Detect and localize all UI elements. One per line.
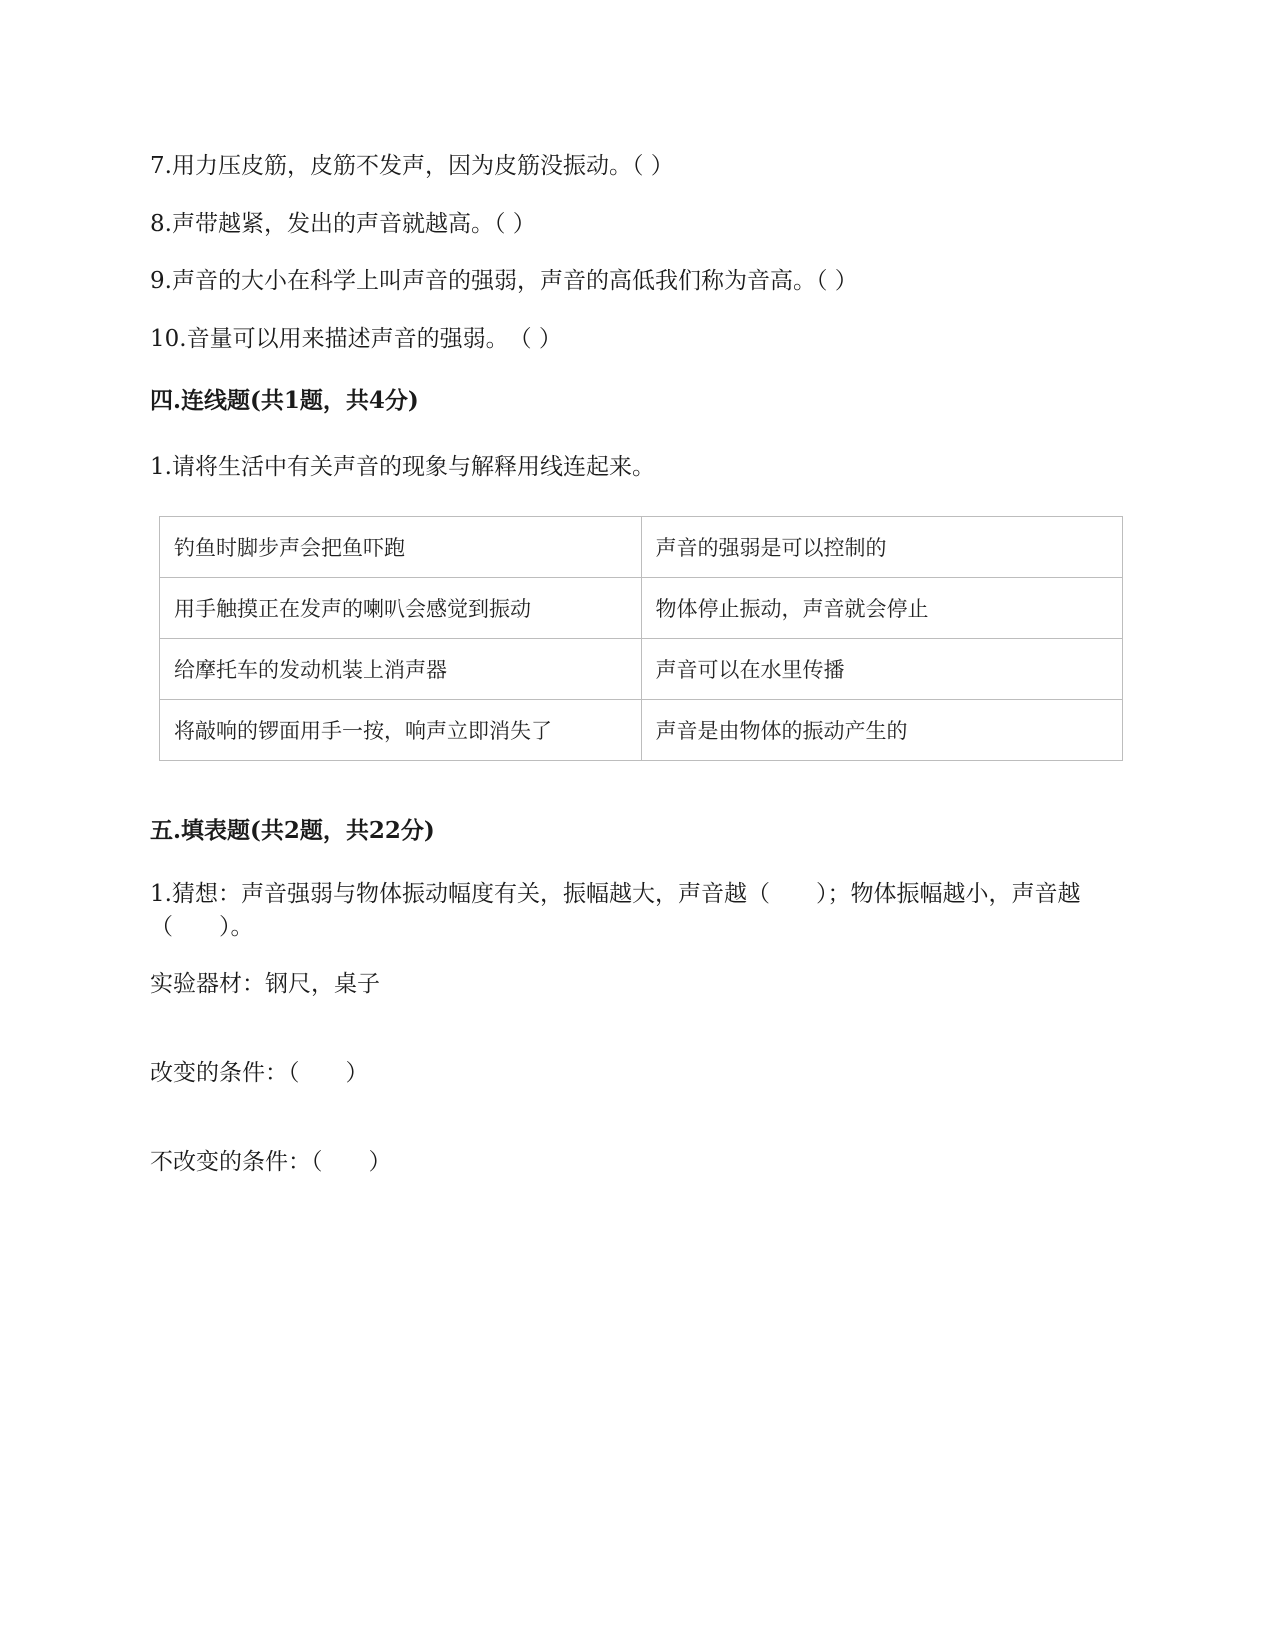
matching-table [159, 516, 1123, 761]
explanation-cell: 物体停止振动，声音就会停止 [641, 578, 1123, 639]
judge-item-10: 10.音量可以用来描述声音的强弱。 （ ） [150, 326, 562, 352]
explanation-cell: 声音的强弱是可以控制的 [641, 517, 1123, 578]
materials-line: 实验器材：钢尺，桌子 [150, 971, 380, 997]
judge-item-8: 8.声带越紧，发出的声音就越高。（ ） [150, 211, 536, 237]
table-row [160, 517, 1123, 578]
explanation-cell: 声音是由物体的振动产生的 [641, 700, 1123, 761]
phenomenon-cell: 用手触摸正在发声的喇叭会感觉到振动 [160, 578, 642, 639]
judge-item-9: 9.声音的大小在科学上叫声音的强弱，声音的高低我们称为音高。（ ） [150, 268, 858, 294]
judge-item-7: 7.用力压皮筋，皮筋不发声，因为皮筋没振动。（ ） [150, 153, 674, 179]
phenomenon-cell: 给摩托车的发动机装上消声器 [160, 639, 642, 700]
section-4-question: 1.请将生活中有关声音的现象与解释用线连起来。 [150, 454, 655, 480]
section-5-question: 1.猜想：声音强弱与物体振动幅度有关，振幅越大，声音越（ ）；物体振幅越小，声音越（ ）。 [150, 881, 1081, 940]
table-row [160, 639, 1123, 700]
table-row [160, 578, 1123, 639]
explanation-cell: 声音可以在水里传播 [641, 639, 1123, 700]
section-4-title: 四.连线题(共1题，共4分) [150, 387, 419, 414]
phenomenon-cell: 将敲响的锣面用手一按，响声立即消失了 [160, 700, 642, 761]
table-row [160, 700, 1123, 761]
changed-condition-line: 改变的条件：（ ） [150, 1060, 369, 1086]
section-5-title: 五.填表题(共2题，共22分) [150, 817, 435, 844]
phenomenon-cell: 钓鱼时脚步声会把鱼吓跑 [160, 517, 642, 578]
unchanged-condition-line: 不改变的条件：（ ） [150, 1149, 392, 1175]
